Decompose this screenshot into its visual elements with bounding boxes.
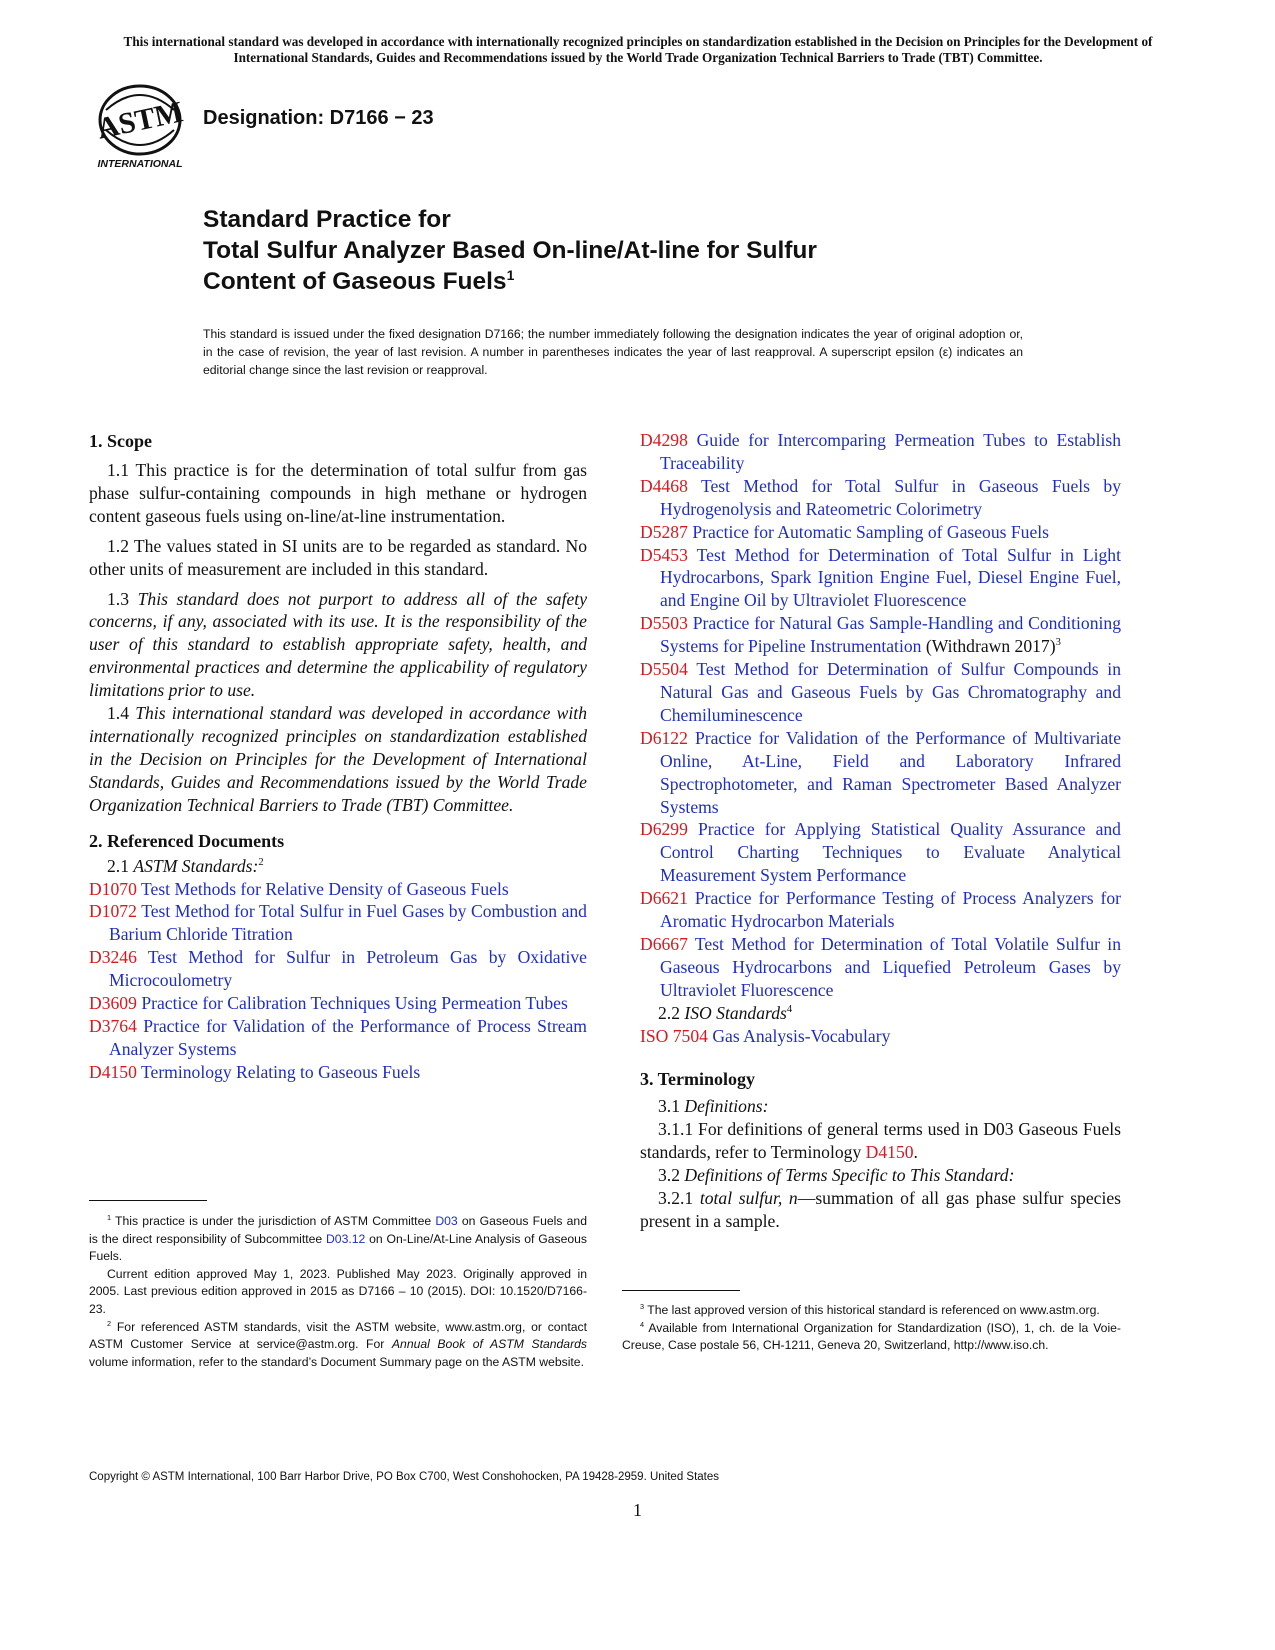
left-reference-list xyxy=(89,878,587,1084)
astm-standards-num: 2.1 xyxy=(107,855,134,876)
reference-item[interactable] xyxy=(89,878,587,901)
scope-1-3-text: This standard does not purport to address all of the safety concerns, if any, associated with its use. It is the responsibility of the user of this standard to establish appropriate safety, health, and environmental practices and determine the applicability of regulatory limitations prior to use. xyxy=(89,588,588,701)
reference-note: (Withdrawn 2017) xyxy=(921,636,1056,657)
reference-code[interactable]: D3609 xyxy=(89,993,137,1014)
section-heading-terminology: 3. Terminology xyxy=(640,1069,756,1090)
reference-code[interactable]: D4298 xyxy=(640,430,688,450)
reference-item[interactable] xyxy=(89,992,587,1015)
reference-title[interactable]: Test Method for Total Sulfur in Gaseous Fuels by Hydrogenolysis and Rateometric Colorimetry xyxy=(660,475,1121,519)
title-line-3 xyxy=(203,266,817,297)
standards-notice: This international standard was developed in accordance with internationally recognized principles on standardization established in the Decision on Principles for the Development of International Standards, Guides and Recommendations issued by the World Trade Organization Technical Barriers to Trade (TBT) Committee. xyxy=(123,34,1153,65)
reference-item[interactable] xyxy=(640,658,1121,727)
right-column xyxy=(640,429,1121,1233)
reference-code[interactable]: D6621 xyxy=(640,888,688,909)
reference-code[interactable]: D6299 xyxy=(640,819,688,840)
footnote-rule-left xyxy=(89,1200,207,1201)
reference-item[interactable] xyxy=(640,818,1121,887)
iso-reference-code[interactable]: ISO 7504 xyxy=(640,1025,708,1046)
reference-title[interactable]: Test Methods for Relative Density of Gaseous Fuels xyxy=(141,878,509,899)
terminology-3-1 xyxy=(640,1095,1121,1118)
footnote-3-text: The last approved version of this historical standard is referenced on www.astm.org. xyxy=(644,1303,1100,1317)
footnote-1 xyxy=(89,1213,587,1266)
designation: Designation: D7166 − 23 xyxy=(203,107,434,129)
section-heading-referenced: 2. Referenced Documents xyxy=(89,830,285,851)
footnote-2-b: volume information, refer to the standard’s Document Summary page on the ASTM website. xyxy=(89,1354,584,1369)
footnote-2-a: For referenced ASTM standards, visit the ASTM website, www.astm.org, or contact ASTM Customer Service at service@astm.org. For xyxy=(89,1319,587,1352)
footnote-2-italic: Annual Book of ASTM Standards xyxy=(391,1337,587,1352)
reference-title[interactable]: Practice for Applying Statistical Quality Assurance and Control Charting Techniques to Evaluate Analytical Measurement System Performance xyxy=(660,819,1121,886)
reference-title[interactable]: Test Method for Determination of Total Sulfur in Light Hydrocarbons, Spark Ignition Engine Fuel, Diesel Engine Fuel, and Engine Oil by Ultraviolet Fluorescence xyxy=(660,544,1121,611)
reference-item[interactable] xyxy=(89,1015,587,1061)
reference-title[interactable]: Guide for Intercomparing Permeation Tubes to Establish Traceability xyxy=(660,430,1121,473)
right-reference-list xyxy=(640,429,1121,1002)
reference-title[interactable]: Practice for Natural Gas Sample-Handling and Conditioning Systems for Pipeline Instrumentation xyxy=(660,613,1121,657)
reference-item[interactable] xyxy=(640,429,1121,475)
reference-item[interactable] xyxy=(640,544,1121,613)
scope-1-4-num: 1.4 xyxy=(107,703,136,724)
reference-item[interactable] xyxy=(640,887,1121,933)
terminology-3-1-1-end: . xyxy=(913,1142,918,1163)
reference-item[interactable] xyxy=(89,900,587,946)
reference-item[interactable] xyxy=(640,475,1121,521)
title-footnote-ref[interactable]: 1 xyxy=(506,266,515,283)
reference-item[interactable] xyxy=(640,612,1121,658)
reference-code[interactable]: D5504 xyxy=(640,659,688,680)
terminology-3-1-1-text: 3.1.1 For definitions of general terms used in D03 Gaseous Fuels standards, refer to Terminology xyxy=(640,1119,1121,1163)
scope-1-4 xyxy=(89,702,587,817)
terminology-link-d4150[interactable]: D4150 xyxy=(865,1142,914,1163)
iso-reference[interactable] xyxy=(640,1025,1121,1048)
committee-link[interactable]: D03 xyxy=(435,1214,458,1228)
reference-code[interactable]: D4468 xyxy=(640,475,688,496)
reference-footnote-ref[interactable]: 3 xyxy=(1055,637,1061,649)
reference-title[interactable]: Test Method for Total Sulfur in Fuel Gases by Combustion and Barium Chloride Titration xyxy=(109,901,587,945)
reference-code[interactable]: D1072 xyxy=(89,901,137,922)
reference-code[interactable]: D5453 xyxy=(640,544,688,565)
reference-code[interactable]: D3246 xyxy=(89,947,137,968)
terminology-3-2-1-num: 3.2.1 xyxy=(658,1188,700,1209)
reference-title[interactable]: Terminology Relating to Gaseous Fuels xyxy=(141,1061,421,1082)
footnotes-left xyxy=(89,1213,587,1371)
iso-reference-title[interactable]: Gas Analysis-Vocabulary xyxy=(712,1025,891,1046)
reference-title[interactable]: Practice for Calibration Techniques Using Permeation Tubes xyxy=(141,993,568,1014)
footnote-rule-right xyxy=(622,1290,740,1291)
terminology-3-2-1 xyxy=(640,1187,1121,1233)
logo-subtext: INTERNATIONAL xyxy=(97,158,183,170)
iso-standards-num: 2.2 xyxy=(658,1002,685,1023)
title-line-1: Standard Practice for xyxy=(203,206,451,233)
reference-code[interactable]: D4150 xyxy=(89,1061,137,1082)
terminology-3-1-label: Definitions: xyxy=(684,1096,769,1117)
section-heading-scope: 1. Scope xyxy=(89,431,152,451)
footnote-1-b: on Gaseous Fuels and is the direct responsibility of Subcommittee xyxy=(89,1214,587,1246)
footnotes-right xyxy=(622,1302,1121,1355)
reference-title[interactable]: Test Method for Determination of Total Volatile Sulfur in Gaseous Hydrocarbons and Liquefied Petroleum Gases by Ultraviolet Fluorescence xyxy=(660,933,1121,1000)
scope-1-2: 1.2 The values stated in SI units are to be regarded as standard. No other units of measurement are included in this standard. xyxy=(89,535,587,579)
footnote-1-c: on On-Line/At-Line Analysis of Gaseous Fuels. xyxy=(89,1231,587,1264)
reference-title[interactable]: Practice for Validation of the Performance of Multivariate Online, At-Line, Field and Laboratory Infrared Spectrophotometer, and Raman Spectrometer Based Analyzer Systems xyxy=(660,727,1121,817)
copyright: Copyright © ASTM International, 100 Barr Harbor Drive, PO Box C700, West Conshohocken, PA 19428-2959. United States xyxy=(89,1471,720,1483)
footnote-2-marker: 2 xyxy=(107,1318,112,1328)
scope-1-3 xyxy=(89,588,587,703)
left-column xyxy=(89,429,587,1084)
reference-title[interactable]: Practice for Performance Testing of Process Analyzers for Aromatic Hydrocarbon Materials xyxy=(660,888,1121,932)
footnote-1-marker: 1 xyxy=(107,1212,112,1222)
iso-standards-label xyxy=(640,1002,1121,1025)
issued-note: This standard is issued under the fixed designation D7166; the number immediately following the designation indicates the year of original adoption or, in the case of revision, the year of last revision. A number in parentheses indicates the year of last reapproval. A superscript epsilon (ε) indicates an editorial change since the last revision or reapproval. xyxy=(203,327,1023,377)
terminology-term: total sulfur, n xyxy=(699,1188,798,1209)
reference-item[interactable] xyxy=(89,1061,587,1084)
terminology-3-2-num: 3.2 xyxy=(658,1165,685,1186)
scope-1-1: 1.1 This practice is for the determination of total sulfur from gas phase sulfur-containing compounds in high methane or hydrogen content gaseous fuels using on-line/at-line instrumentation. xyxy=(89,460,587,526)
reference-code[interactable]: D5503 xyxy=(640,613,688,634)
reference-title[interactable]: Test Method for Sulfur in Petroleum Gas by Oxidative Microcoulometry xyxy=(109,947,587,991)
reference-item[interactable] xyxy=(89,946,587,992)
title-line-3-text: Content of Gaseous Fuels xyxy=(203,268,507,295)
footnote-2 xyxy=(89,1319,587,1372)
astm-logo-icon xyxy=(92,80,190,172)
reference-code[interactable]: D5287 xyxy=(640,521,688,542)
footnote-4-text: Available from International Organization for Standardization (ISO), 1, ch. de la Voie-Creuse, Case postale 56, CH-1211, Geneva 20, Switzerland, http://www.iso.ch. xyxy=(622,1320,1121,1353)
footnote-3 xyxy=(622,1302,1121,1320)
footnote-3-marker: 3 xyxy=(640,1301,645,1311)
iso-standards-text: ISO Standards xyxy=(684,1002,787,1023)
terminology-3-2-label: Definitions of Terms Specific to This Standard: xyxy=(684,1165,1015,1186)
astm-standards-label xyxy=(89,855,587,878)
reference-code[interactable]: D3764 xyxy=(89,1015,137,1036)
terminology-definition: —summation of all gas phase sulfur species present in a sample. xyxy=(640,1188,1121,1231)
footnote-1-a: This practice is under the jurisdiction of ASTM Committee xyxy=(111,1214,436,1228)
title-line-2: Total Sulfur Analyzer Based On-line/At-line for Sulfur xyxy=(203,237,817,264)
footnote-1-edition: Current edition approved May 1, 2023. Published May 2023. Originally approved in 2005. Last previous edition approved in 2015 as D7166 – 10 (2015). DOI: 10.1520/D7166-23. xyxy=(89,1266,587,1316)
reference-code[interactable]: D6122 xyxy=(640,727,688,748)
footnote-4 xyxy=(622,1320,1121,1355)
reference-title[interactable]: Practice for Validation of the Performance of Process Stream Analyzer Systems xyxy=(109,1015,587,1059)
reference-item[interactable] xyxy=(640,933,1121,1002)
page-number: 1 xyxy=(633,1500,642,1520)
reference-code[interactable]: D6667 xyxy=(640,933,688,954)
iso-standards-footnote-ref[interactable]: 4 xyxy=(786,1003,793,1015)
scope-1-3-num: 1.3 xyxy=(107,588,138,609)
reference-code[interactable]: D1070 xyxy=(89,878,137,899)
reference-title[interactable]: Test Method for Determination of Sulfur Compounds in Natural Gas and Gaseous Fuels by Gas Chromatography and Chemiluminescence xyxy=(660,659,1121,725)
reference-title[interactable]: Practice for Automatic Sampling of Gaseous Fuels xyxy=(692,521,1050,542)
astm-standards-text: ASTM Standards: xyxy=(133,855,259,876)
reference-item[interactable] xyxy=(640,727,1121,819)
reference-item[interactable] xyxy=(640,521,1121,544)
astm-standards-footnote-ref[interactable]: 2 xyxy=(258,856,264,868)
logo-text: ASTM xyxy=(94,95,186,146)
scope-1-4-text: This international standard was developed in accordance with internationally recognized principles on standardization established in the Decision on Principles for the Development of International Standards, Guides and Recommendations issued by the World Trade Organization Technical Barriers to Trade (TBT) Committee. xyxy=(89,703,587,815)
page-title xyxy=(203,204,817,297)
terminology-3-2 xyxy=(640,1164,1121,1187)
terminology-3-1-num: 3.1 xyxy=(658,1096,685,1117)
terminology-3-1-1 xyxy=(640,1118,1121,1164)
subcommittee-link[interactable]: D03.12 xyxy=(326,1231,366,1246)
footnote-4-marker: 4 xyxy=(640,1319,645,1329)
